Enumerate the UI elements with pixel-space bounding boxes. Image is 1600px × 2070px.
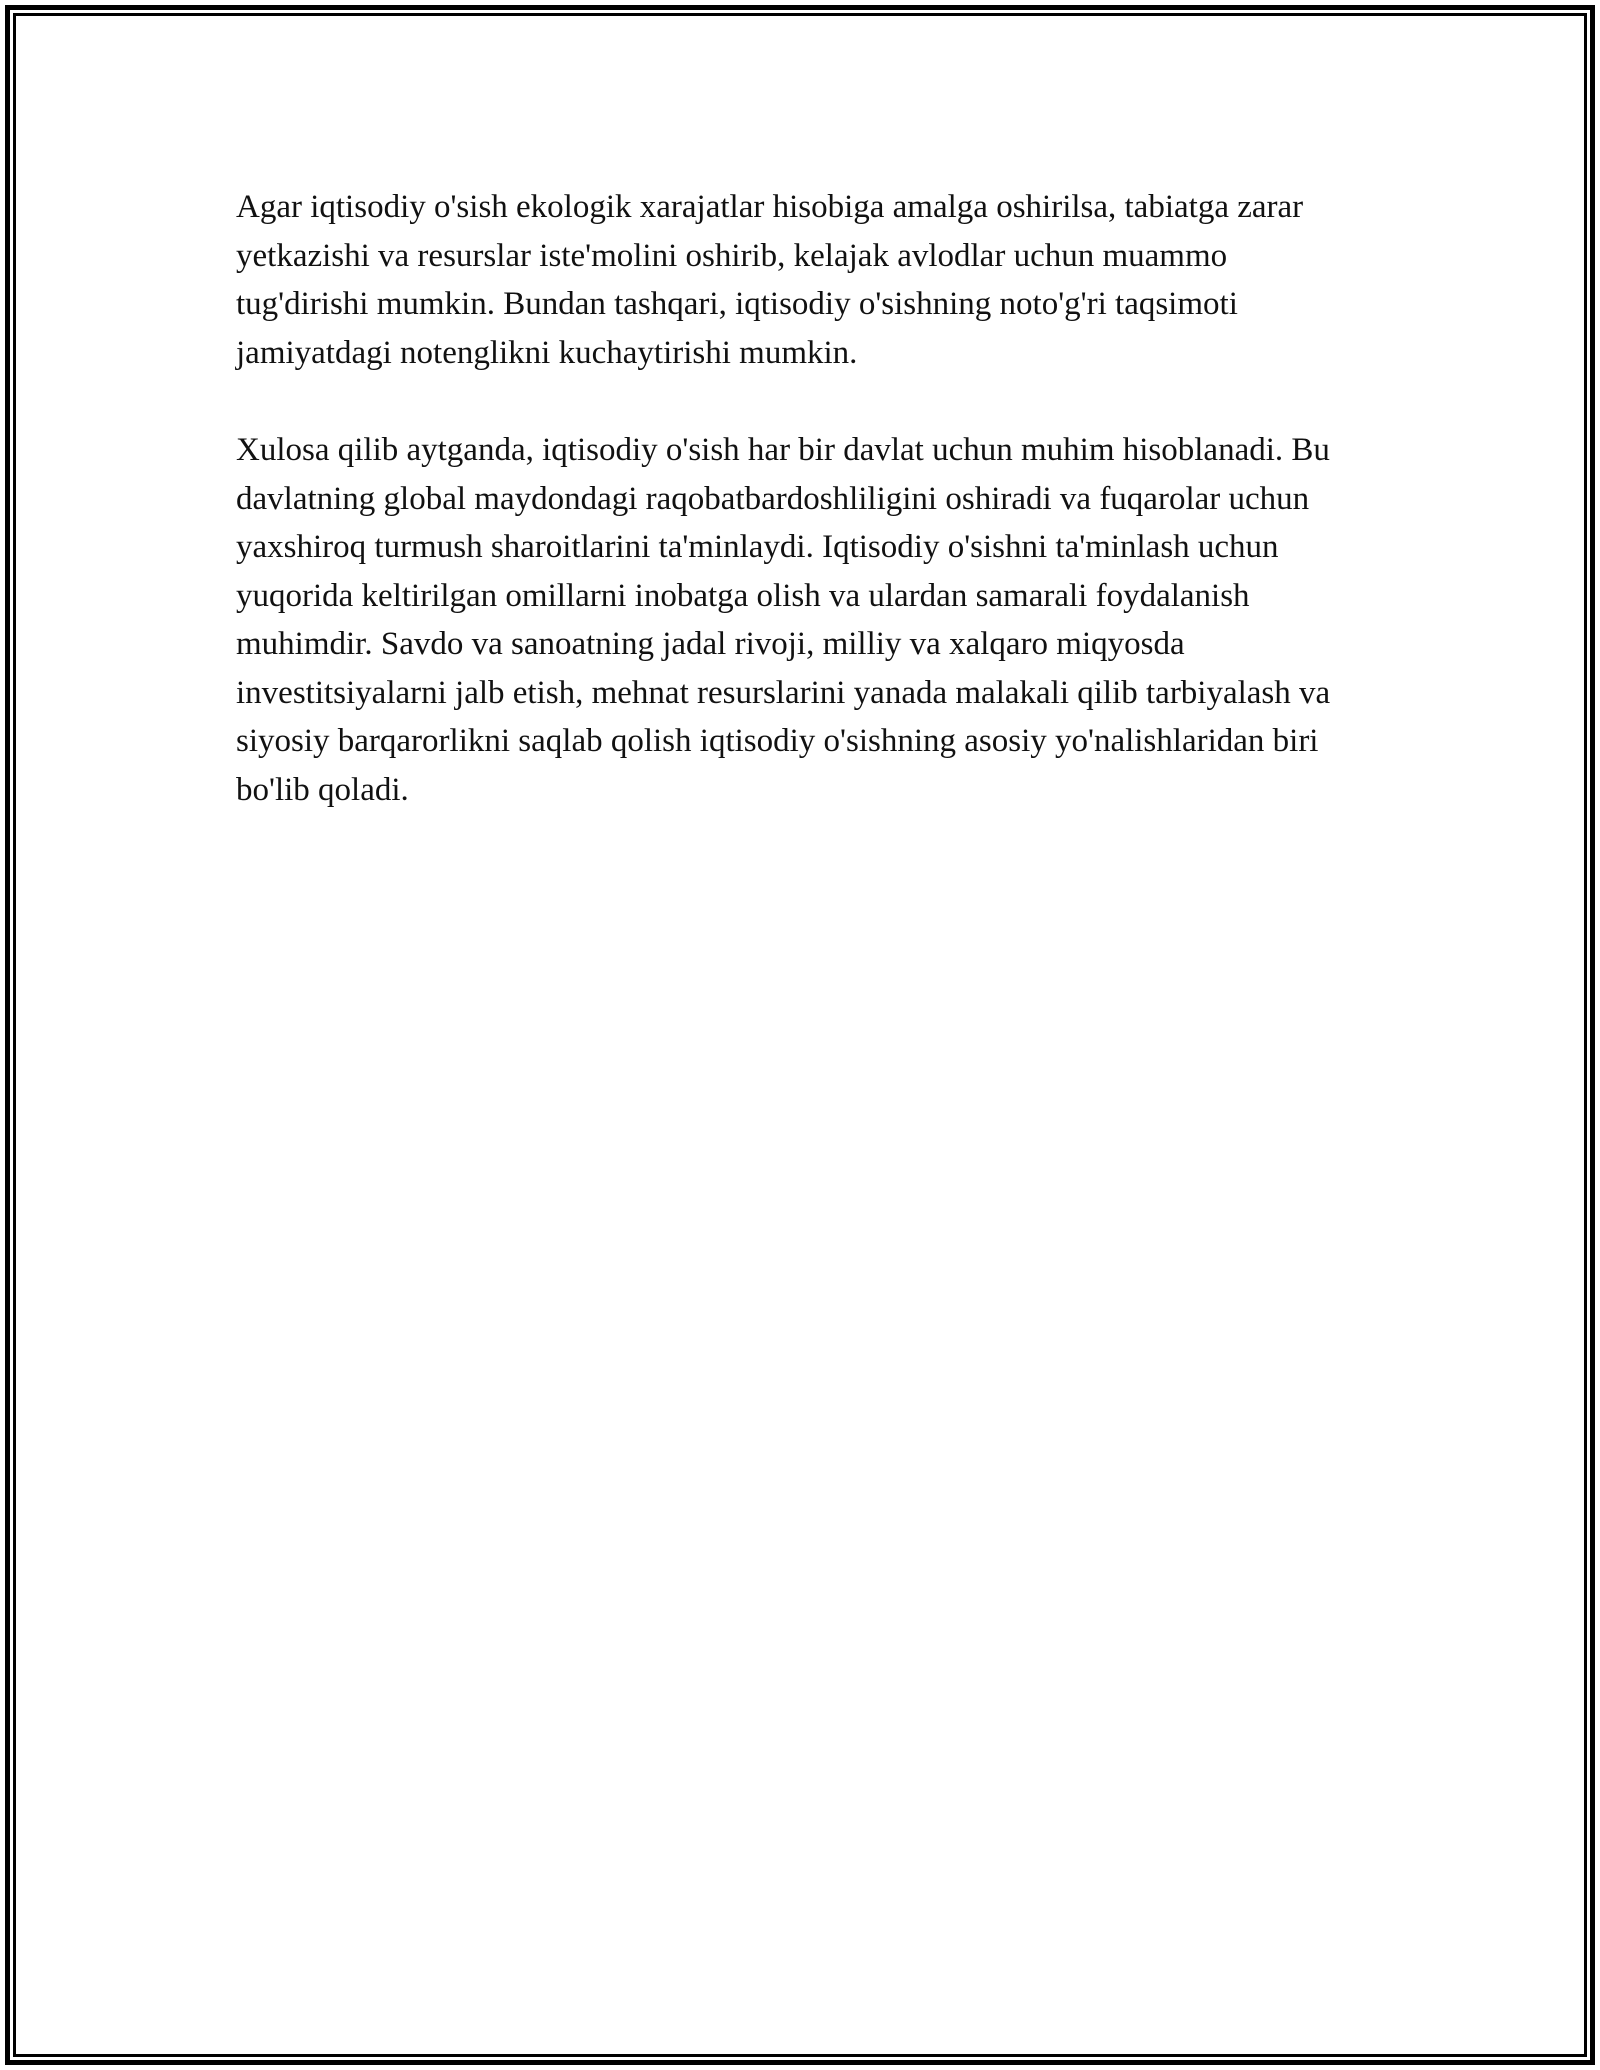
- document-body: [236, 183, 1366, 863]
- paragraph-2: Xulosa qilib aytganda, iqtisodiy o'sish har bir davlat uchun muhim hisoblanadi. Bu davlatning global maydondagi raqobatbardoshliligini oshiradi va fuqarolar uchun yaxshiroq turmush sharoitlarini ta'minlaydi. Iqtisodiy o'sishni ta'minlash uchun yuqorida keltirilgan omillarni inobatga olish va ulardan samarali foydalanish muhimdir. Savdo va sanoatning jadal rivoji, milliy va xalqaro miqyosda investitsiyalarni jalb etish, mehnat resurslarini yanada malakali qilib tarbiyalash va siyosiy barqarorlikni saqlab qolish iqtisodiy o'sishning asosiy yo'nalishlaridan biri bo'lib qoladi.: [236, 432, 1331, 808]
- paragraph-1: Agar iqtisodiy o'sish ekologik xarajatlar hisobiga amalga oshirilsa, tabiatga zarar yetkazishi va resurslar iste'molini oshirib, kelajak avlodlar uchun muammo tug'dirishi mumkin. Bundan tashqari, iqtisodiy o'sishning noto'g'ri taqsimoti jamiyatdagi notenglikni kuchaytirishi mumkin.: [236, 189, 1304, 371]
